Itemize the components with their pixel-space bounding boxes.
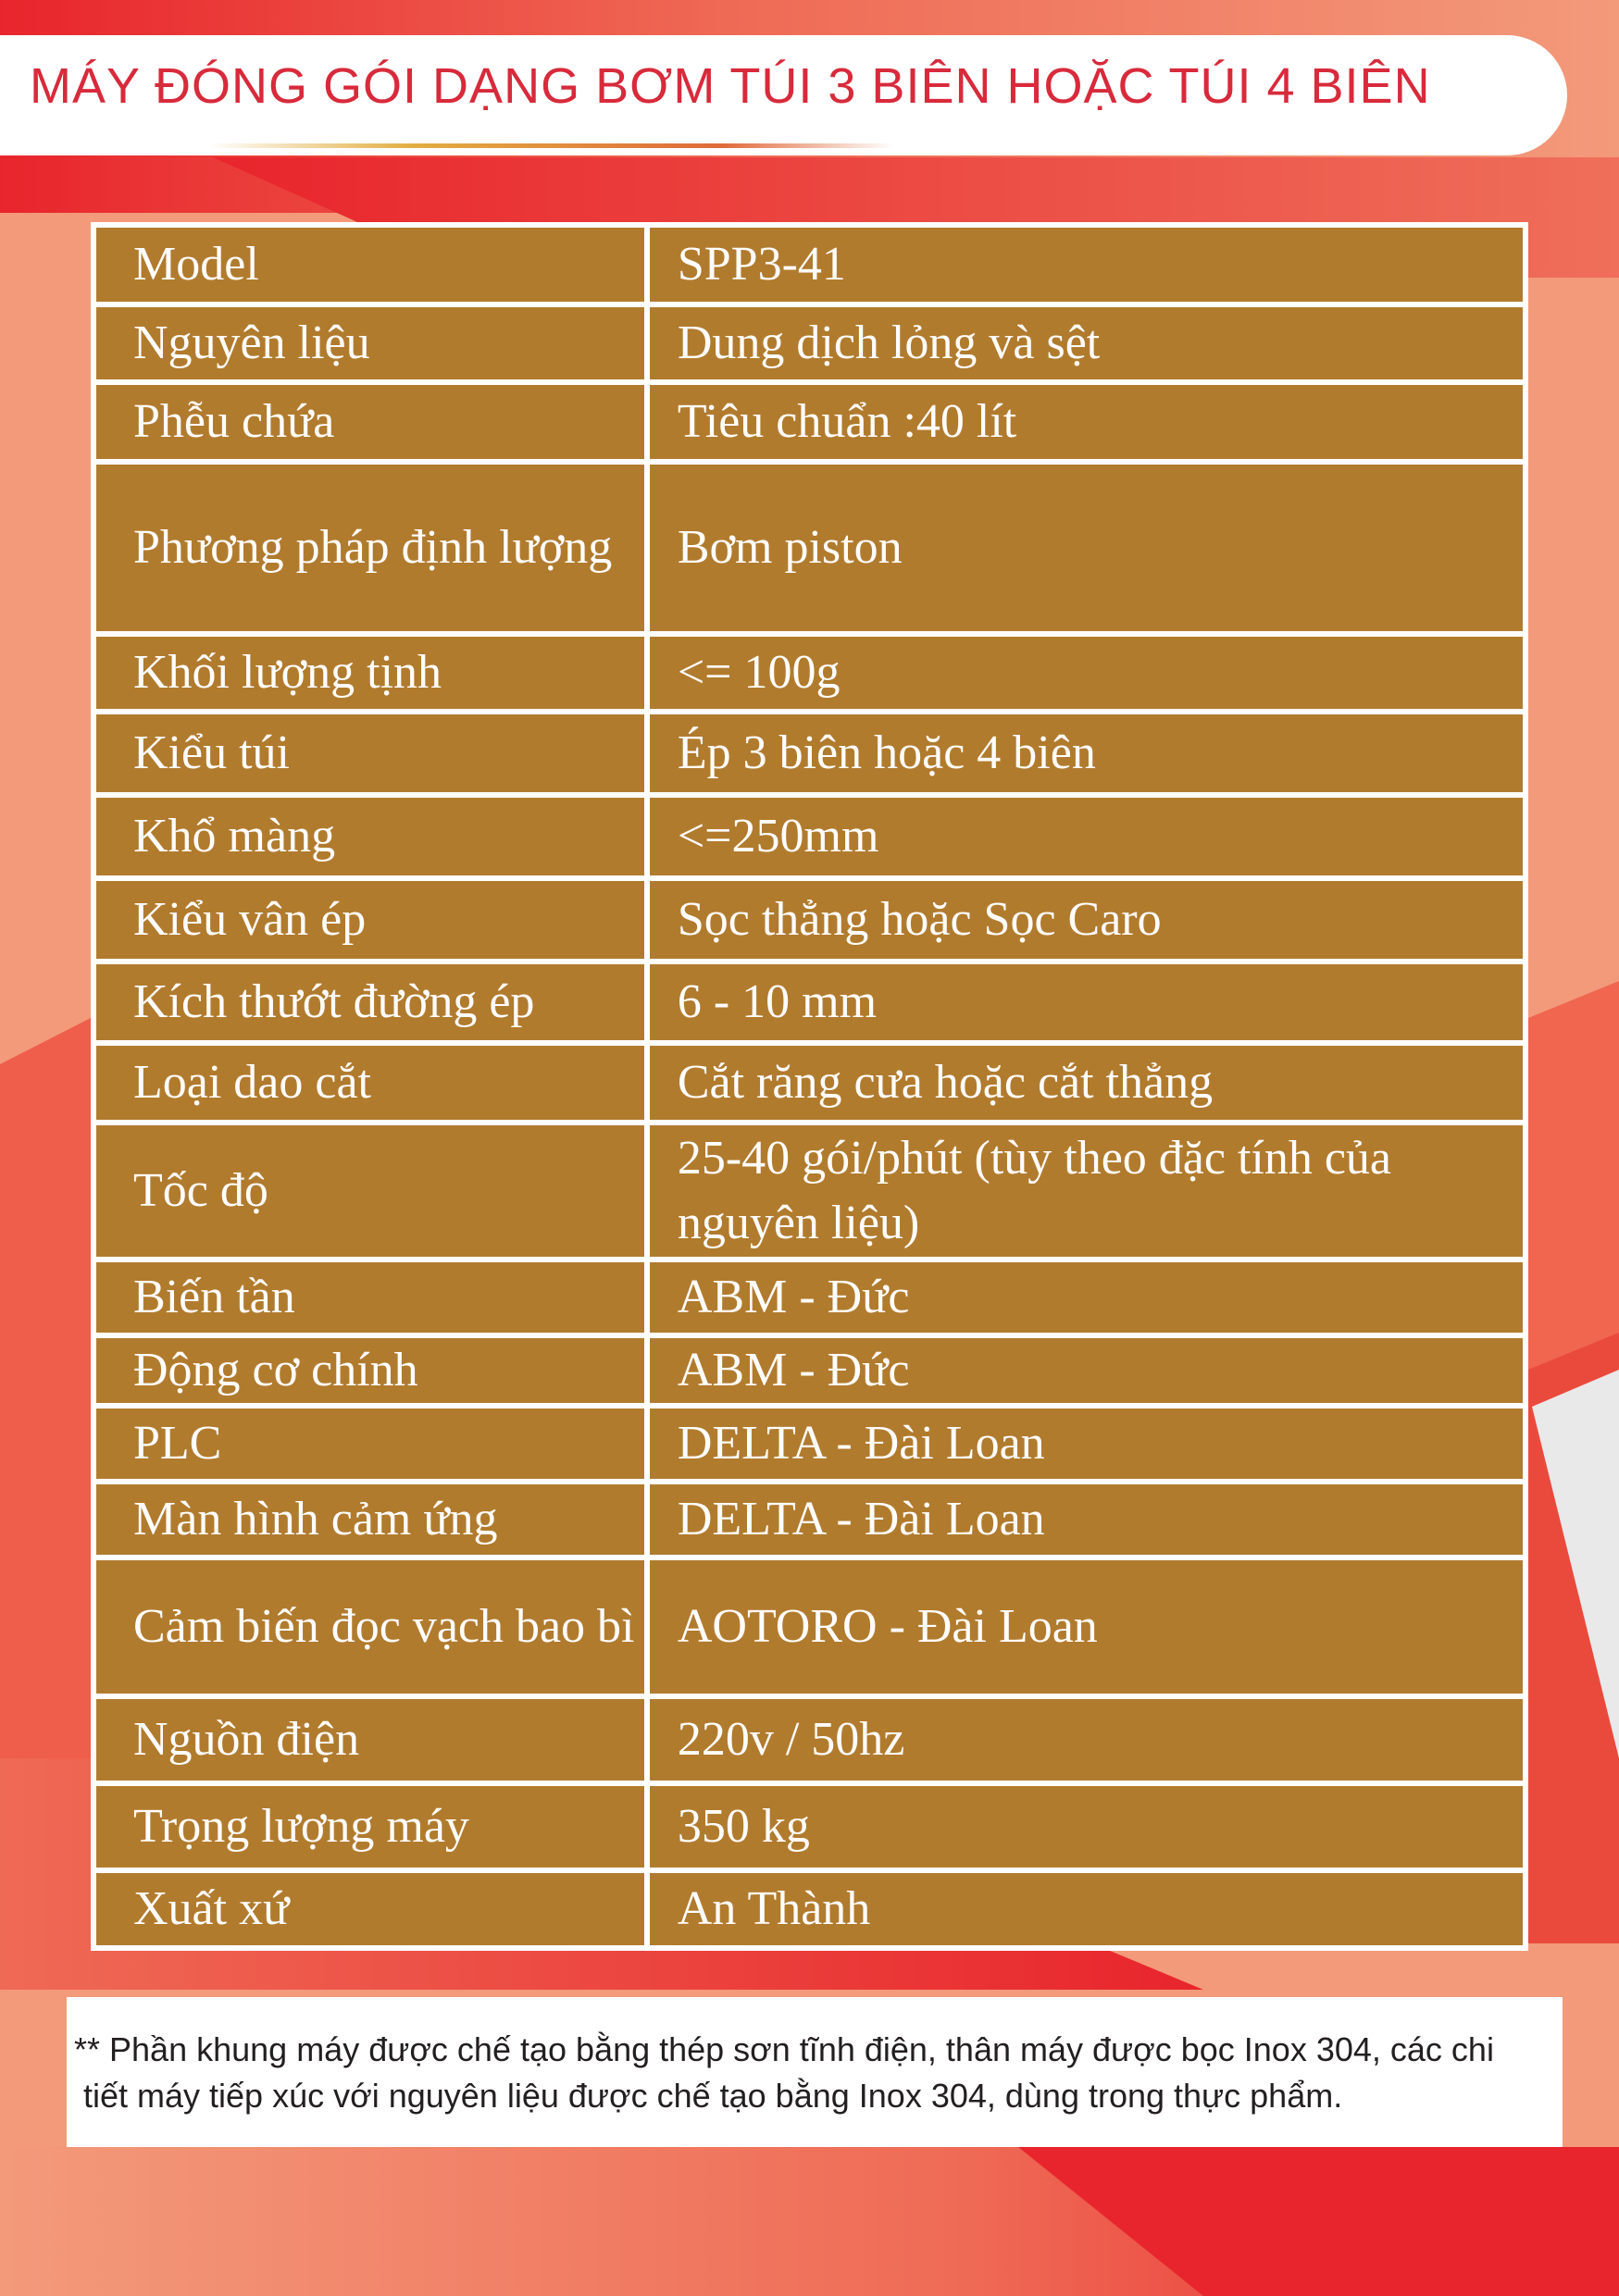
spec-label: Tốc độ bbox=[93, 1123, 647, 1260]
spec-label: Nguồn điện bbox=[93, 1696, 647, 1783]
table-row bbox=[93, 712, 1526, 795]
spec-label: Model bbox=[93, 225, 647, 304]
spec-label: Phương pháp định lượng bbox=[93, 462, 647, 634]
spec-value: Cắt răng cưa hoặc cắt thẳng bbox=[647, 1043, 1526, 1123]
table-row bbox=[93, 1783, 1526, 1870]
table-row bbox=[93, 304, 1526, 382]
table-row bbox=[93, 1043, 1526, 1123]
spec-value: Dung dịch lỏng và sệt bbox=[647, 304, 1526, 382]
table-row bbox=[93, 1696, 1526, 1783]
spec-value: An Thành bbox=[647, 1870, 1526, 1948]
table-row bbox=[93, 1482, 1526, 1558]
spec-label: Trọng lượng máy bbox=[93, 1783, 647, 1870]
spec-label: Khổ màng bbox=[93, 795, 647, 878]
table-row bbox=[93, 878, 1526, 962]
spec-value: 6 - 10 mm bbox=[647, 962, 1526, 1043]
spec-label: Màn hình cảm ứng bbox=[93, 1482, 647, 1558]
page-title: MÁY ĐÓNG GÓI DẠNG BƠM TÚI 3 BIÊN HOẶC TÚI 4 BIÊN bbox=[30, 58, 1431, 114]
table-row bbox=[93, 1406, 1526, 1482]
table-row bbox=[93, 962, 1526, 1043]
spec-value: DELTA - Đài Loan bbox=[647, 1482, 1526, 1558]
spec-value: ABM - Đức bbox=[647, 1335, 1526, 1406]
note-box bbox=[67, 1997, 1563, 2147]
table-row bbox=[93, 1335, 1526, 1406]
spec-value: 25-40 gói/phút (tùy theo đặc tính của nguyên liệu) bbox=[647, 1123, 1526, 1260]
note-line-2: tiết máy tiếp xúc với nguyên liệu được chế tạo bằng Inox 304, dùng trong thực phẩm. bbox=[83, 2077, 1343, 2115]
table-row bbox=[93, 1123, 1526, 1260]
spec-label: Cảm biến đọc vạch bao bì bbox=[93, 1558, 647, 1696]
spec-value: Ép 3 biên hoặc 4 biên bbox=[647, 712, 1526, 795]
spec-label: Nguyên liệu bbox=[93, 304, 647, 382]
title-underline-decoration bbox=[208, 143, 893, 148]
table-row bbox=[93, 225, 1526, 304]
spec-label: Phễu chứa bbox=[93, 382, 647, 462]
spec-value: 220v / 50hz bbox=[647, 1696, 1526, 1783]
spec-label: Khối lượng tịnh bbox=[93, 634, 647, 712]
spec-label: Động cơ chính bbox=[93, 1335, 647, 1406]
spec-value: 350 kg bbox=[647, 1783, 1526, 1870]
spec-label: Biến tần bbox=[93, 1260, 647, 1335]
spec-label: Kiểu vân ép bbox=[93, 878, 647, 962]
table-row bbox=[93, 634, 1526, 712]
spec-value: Tiêu chuẩn :40 lít bbox=[647, 382, 1526, 462]
spec-value: DELTA - Đài Loan bbox=[647, 1406, 1526, 1482]
spec-value: ABM - Đức bbox=[647, 1260, 1526, 1335]
note-text bbox=[74, 2027, 1574, 2119]
spec-table bbox=[91, 222, 1528, 1951]
spec-label: Kiểu túi bbox=[93, 712, 647, 795]
table-row bbox=[93, 1558, 1526, 1696]
spec-value: <= 100g bbox=[647, 634, 1526, 712]
table-row bbox=[93, 462, 1526, 634]
spec-value: AOTORO - Đài Loan bbox=[647, 1558, 1526, 1696]
spec-label: PLC bbox=[93, 1406, 647, 1482]
note-line-1: ** Phần khung máy được chế tạo bằng thép sơn tĩnh điện, thân máy được bọc Inox 304, các chi bbox=[74, 2030, 1494, 2068]
spec-label: Loại dao cắt bbox=[93, 1043, 647, 1123]
table-row bbox=[93, 795, 1526, 878]
spec-value: SPP3-41 bbox=[647, 225, 1526, 304]
spec-value: <=250mm bbox=[647, 795, 1526, 878]
table-row bbox=[93, 382, 1526, 462]
spec-label: Kích thướt đường ép bbox=[93, 962, 647, 1043]
table-row bbox=[93, 1870, 1526, 1948]
table-row bbox=[93, 1260, 1526, 1335]
spec-value: Sọc thẳng hoặc Sọc Caro bbox=[647, 878, 1526, 962]
spec-value: Bơm piston bbox=[647, 462, 1526, 634]
spec-label: Xuất xứ bbox=[93, 1870, 647, 1948]
